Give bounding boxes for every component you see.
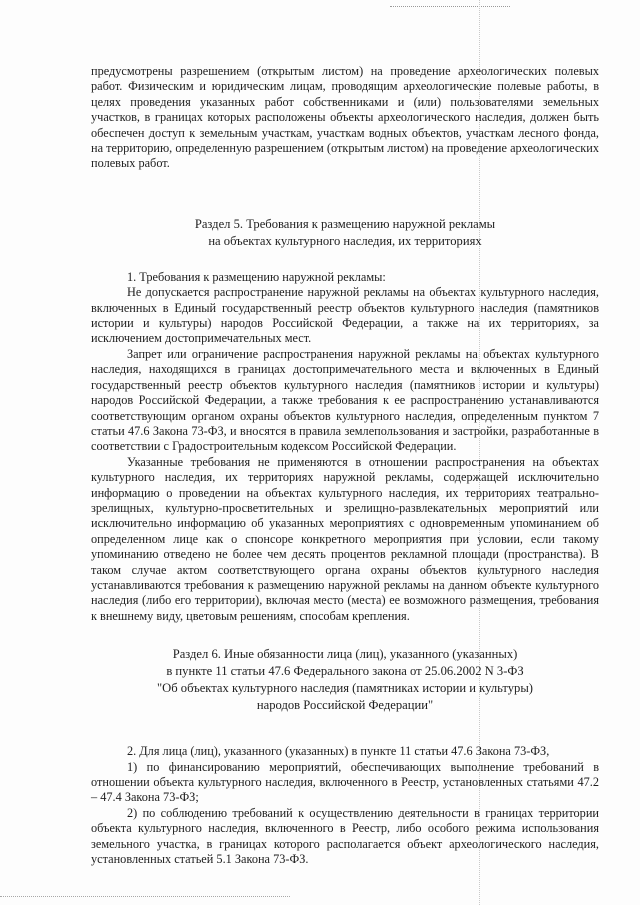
section5-item1-title: 1. Требования к размещению наружной рекламы:	[127, 269, 386, 284]
scan-artifact-bottom	[0, 896, 290, 897]
section5-heading-line2: на объектах культурного наследия, их территориях	[208, 233, 482, 248]
section5-paragraph2: Запрет или ограничение распространения наружной рекламы на объектах культурного наследия, находящихся в границах достопримечательного места и включенных в Единый государственный реестр объектов культурного наследия (памятников истории и культуры) народов Российской Федерации, а также требования к ее распространению устанавливаются соответствующим органом охраны объектов культурного наследия, определенным пунктом 7 статьи 47.6 Закона 73-ФЗ, и вносятся в правила землепользования и застройки, разработанные в соответствии с Градостроительным кодексом Российской Федерации.	[91, 346, 599, 454]
section5-heading-line1: Раздел 5. Требования к размещению наружной рекламы	[194, 216, 496, 231]
section6-heading-line1: Раздел 6. Иные обязанности лица (лиц), указанного (указанных)	[172, 647, 518, 662]
section6-subitem1: 1) по финансированию мероприятий, обеспечивающих выполнение требований в отношении объекта культурного наследия, включенного в Реестр, установленных статьями 47.2 – 47.4 Закона 73-ФЗ;	[91, 759, 599, 805]
document-body	[91, 64, 599, 867]
section5-heading	[91, 216, 599, 250]
intro-paragraph: предусмотрены разрешением (открытым листом) на проведение археологических полевых работ. Физическим и юридическим лицам, проводящим археологические полевые работы, в целях проведения указанных работ собственниками и (или) пользователями земельных участков, в границах которых расположены объекты археологического наследия, должен быть обеспечен доступ к земельным участкам, участкам водных объектов, участкам лесного фонда, на территорию, определенную разрешением (открытым листом) на проведение археологических полевых работ.	[91, 64, 599, 171]
section5-paragraph1: Не допускается распространение наружной рекламы на объектах культурного наследия, включенных в Единый государственный реестр объектов культурного наследия (памятников истории и культуры) народов Российской Федерации, а также на их территориях, за исключением достопримечательных мест.	[91, 285, 599, 346]
section6-item2-title: 2. Для лица (лиц), указанного (указанных) в пункте 11 статьи 47.6 Закона 73-ФЗ,	[127, 744, 550, 759]
section6-heading	[91, 646, 599, 714]
section5-paragraph3: Указанные требования не применяются в отношении распространения на объектах культурного наследия, их территориях наружной рекламы, содержащей исключительно информацию о проведении на объектах культурного наследия, их территориях театрально-зрелищных, культурно-просветительных и зрелищно-развлекательных мероприятий или исключительно информацию об указанных мероприятиях с одновременным упоминанием об определенном лице как о спонсоре конкретного мероприятия при условии, если такому упоминанию отведено не более чем десять процентов рекламной площади (пространства). В таком случае актом соответствующего органа охраны объектов культурного наследия устанавливаются требования к размещению наружной рекламы на данном объекте культурного наследия (либо его территории), включая место (места) ее возможного размещения, требования к внешнему виду, цветовым решениям, способам крепления.	[91, 454, 599, 623]
section6-heading-line2: в пункте 11 статьи 47.6 Федерального закона от 25.06.2002 N 3-ФЗ	[166, 664, 524, 679]
section6-heading-line3: "Об объектах культурного наследия (памятниках истории и культуры)	[157, 681, 533, 696]
section6-subitem2: 2) по соблюдению требований к осуществлению деятельности в границах территории объекта культурного наследия, включенного в Реестр, либо особого режима использования земельного участка, в границах которого располагается объект археологического наследия, установленных статьей 5.1 Закона 73-ФЗ.	[91, 805, 599, 867]
scan-artifact-top	[390, 0, 510, 7]
section6-heading-line4: народов Российской Федерации"	[256, 698, 434, 713]
